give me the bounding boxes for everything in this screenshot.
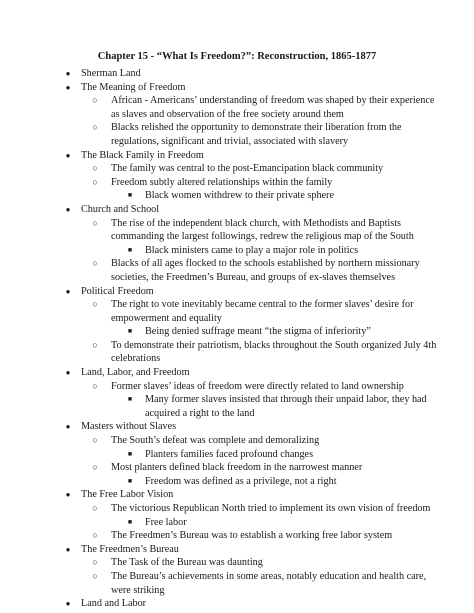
bullet-marker: ● — [65, 286, 71, 296]
outline-item-text: The Freedmen’s Bureau was to establish a working free labor system — [111, 530, 393, 542]
bullet-marker: ○ — [92, 95, 98, 106]
outline-item-level-2 — [0, 176, 474, 190]
outline-item-text: Church and School — [81, 203, 160, 215]
bullet-marker: ○ — [92, 339, 98, 350]
outline-item-level-1 — [0, 543, 474, 557]
bullet-marker: ● — [65, 69, 71, 78]
outline-item-level-1 — [0, 420, 474, 434]
outline-item-level-3 — [0, 448, 474, 462]
outline-item-level-1 — [0, 203, 474, 217]
outline-item-text: The rise of the independent black church, with Methodists and Baptists commanding the largest followings, redrew the religious map of the South — [111, 217, 414, 243]
outline-item-text: The right to vote inevitably became central to the former slaves’ desire for empowerment and equality — [111, 299, 414, 324]
outline-item-text: Free labor — [145, 516, 187, 528]
bullet-marker: ○ — [92, 122, 98, 133]
outline-item-text: The South’s defeat was complete and demoralizing — [111, 435, 320, 447]
bullet-marker: ■ — [127, 449, 133, 458]
bullet-marker: ○ — [92, 258, 98, 269]
outline-item-level-2 — [0, 461, 474, 475]
bullet-marker: ■ — [127, 191, 133, 200]
outline-item-text: Planters families faced profound changes — [145, 448, 314, 460]
outline-item-level-3 — [0, 475, 474, 489]
outline-item-level-1 — [0, 149, 474, 163]
outline-item-level-2 — [0, 570, 474, 597]
bullet-marker: ● — [65, 490, 71, 500]
bullet-marker: ● — [65, 422, 71, 432]
bullet-marker: ○ — [92, 435, 98, 446]
outline-item-text: Freedom was defined as a privilege, not a right — [145, 475, 337, 487]
outline-item-level-2 — [0, 121, 474, 148]
bullet-marker: ■ — [127, 476, 133, 485]
outline-item-level-2 — [0, 380, 474, 394]
bullet-marker: ○ — [92, 163, 98, 174]
bullet-marker: ○ — [92, 217, 98, 228]
outline-item-level-2 — [0, 257, 474, 284]
bullet-marker: ■ — [127, 245, 133, 254]
outline-item-level-3 — [0, 325, 474, 339]
outline-item-text: Black ministers came to play a major role in politics — [145, 244, 359, 256]
outline-item-text: Land, Labor, and Freedom — [81, 367, 190, 379]
bullet-marker: ● — [65, 599, 71, 609]
outline-item-level-2 — [0, 529, 474, 543]
outline-item-text: Being denied suffrage meant “the stigma of inferiority” — [145, 326, 371, 338]
outline-item-text: Black women withdrew to their private sphere — [145, 190, 334, 202]
outline-item-text: The victorious Republican North tried to implement its own vision of freedom — [111, 503, 431, 514]
bullet-marker: ■ — [127, 395, 133, 404]
outline-item-level-1 — [0, 81, 474, 95]
outline-item-level-2 — [0, 434, 474, 448]
outline-item-level-1 — [0, 366, 474, 380]
bullet-marker: ● — [65, 544, 71, 554]
outline-item-level-3 — [0, 393, 474, 420]
bullet-marker: ○ — [92, 380, 98, 391]
bullet-marker: ● — [65, 150, 71, 160]
outline-item-text: The Meaning of Freedom — [81, 81, 186, 93]
outline-item-level-3 — [0, 516, 474, 530]
outline-item-text: Blacks relished the opportunity to demonstrate their liberation from the regulations, significant and trivial, associated with slavery — [111, 122, 402, 147]
outline-item-level-1 — [0, 285, 474, 299]
outline-item-level-2 — [0, 502, 474, 516]
bullet-marker: ● — [65, 368, 71, 378]
outline-item-level-3 — [0, 189, 474, 203]
outline-item-text: The Freedmen’s Bureau — [81, 543, 179, 555]
bullet-marker: ○ — [92, 557, 98, 568]
outline-item-text: Blacks of all ages flocked to the schools established by northern missionary societies, the Freedmen’s Bureau, and groups of ex-slaves themselves — [111, 258, 420, 283]
outline-item-level-1 — [0, 67, 474, 81]
outline-item-text: The family was central to the post-Emancipation black community — [111, 163, 384, 175]
outline-item-text: Most planters defined black freedom in the narrowest manner — [111, 462, 363, 474]
outline-item-text: The Task of the Bureau was daunting — [111, 557, 263, 569]
outline-list — [0, 67, 474, 611]
outline-item-text: Freedom subtly altered relationships within the family — [111, 176, 333, 188]
outline-item-level-2 — [0, 217, 474, 244]
outline-item-text: The Bureau’s achievements in some areas, notably education and health care, were striking — [111, 570, 427, 596]
outline-item-text: Many former slaves insisted that through their unpaid labor, they had acquired a right to the land — [145, 394, 427, 419]
bullet-marker: ○ — [92, 299, 98, 310]
bullet-marker: ○ — [92, 530, 98, 541]
document-title: Chapter 15 - “What Is Freedom?”: Reconstruction, 1865-1877 — [97, 51, 377, 62]
outline-item-level-3 — [0, 244, 474, 258]
outline-item-text: Land and Labor — [81, 598, 147, 610]
bullet-marker: ○ — [92, 570, 98, 581]
bullet-marker: ■ — [127, 517, 133, 526]
bullet-marker: ○ — [92, 462, 98, 473]
bullet-marker: ○ — [92, 503, 98, 513]
outline-item-level-1 — [0, 597, 474, 611]
outline-item-text: African - Americans’ understanding of freedom was shaped by their experience as slaves and observation of the free society around them — [111, 95, 435, 120]
bullet-marker: ○ — [92, 176, 98, 187]
outline-item-level-2 — [0, 339, 474, 366]
outline-item-level-2 — [0, 298, 474, 325]
outline-item-level-2 — [0, 556, 474, 570]
outline-item-level-1 — [0, 488, 474, 502]
outline-item-level-2 — [0, 94, 474, 121]
outline-item-text: To demonstrate their patriotism, blacks throughout the South organized July 4th celebrations — [111, 339, 437, 365]
outline-item-text: The Black Family in Freedom — [81, 149, 204, 161]
outline-item-level-2 — [0, 162, 474, 176]
outline-item-text: The Free Labor Vision — [81, 489, 174, 501]
outline-item-text: Masters without Slaves — [81, 421, 177, 433]
outline-item-text: Sherman Land — [81, 68, 141, 79]
bullet-marker: ● — [65, 204, 71, 214]
outline-item-text: Former slaves’ ideas of freedom were directly related to land ownership — [111, 380, 404, 392]
bullet-marker: ● — [65, 82, 71, 92]
outline-item-text: Political Freedom — [81, 285, 154, 297]
bullet-marker: ■ — [127, 327, 133, 336]
